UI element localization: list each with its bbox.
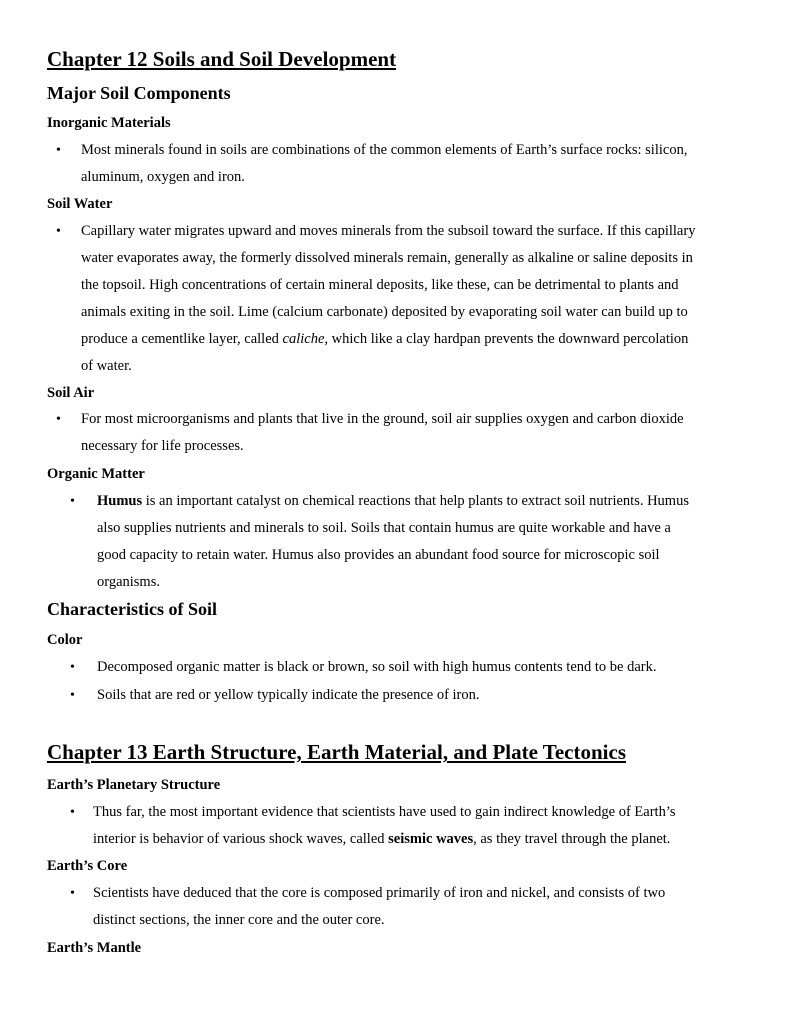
paragraph-line: Humus is an important catalyst on chemical reactions that help plants to extract soil nutrients. Humus <box>97 493 689 509</box>
earth-mantle-heading: Earth’s Mantle <box>47 940 142 956</box>
paragraph-line: also supplies nutrients and minerals to soil. Soils that contain humus are quite workable and have a <box>97 520 671 536</box>
paragraph-line: For most microorganisms and plants that live in the ground, soil air supplies oxygen and carbon dioxide <box>81 411 684 427</box>
paragraph-line: good capacity to retain water. Humus also provides an abundant food source for microscopic soil <box>97 547 660 563</box>
paragraph-line: water evaporates away, the formerly dissolved minerals remain, generally as alkaline or saline deposits in <box>81 250 693 266</box>
chapter-13-title: Chapter 13 Earth Structure, Earth Material, and Plate Tectonics <box>47 740 627 764</box>
bullet-icon: • <box>70 494 75 509</box>
paragraph-line: Capillary water migrates upward and moves minerals from the subsoil toward the surface. If this capillary <box>81 223 696 239</box>
bullet-icon: • <box>70 805 75 820</box>
planetary-structure-heading: Earth’s Planetary Structure <box>47 777 221 793</box>
humus-term: Humus <box>97 493 143 509</box>
soil-air-heading: Soil Air <box>47 385 95 401</box>
color-heading: Color <box>47 632 83 648</box>
major-soil-components-heading: Major Soil Components <box>47 83 231 103</box>
paragraph-line: organisms. <box>97 574 160 590</box>
inorganic-materials-heading: Inorganic Materials <box>47 115 171 131</box>
paragraph-line: Thus far, the most important evidence that scientists have used to gain indirect knowledge of Earth’s <box>93 804 676 820</box>
soil-water-heading: Soil Water <box>47 196 113 212</box>
earth-core-heading: Earth’s Core <box>47 858 128 874</box>
paragraph-line: produce a cementlike layer, called caliche, which like a clay hardpan prevents the downward percolation <box>81 331 689 347</box>
organic-matter-heading: Organic Matter <box>47 466 145 482</box>
paragraph-line: of water. <box>81 358 132 374</box>
bullet-icon: • <box>70 660 75 675</box>
caliche-term: caliche, <box>282 331 329 347</box>
paragraph-line: necessary for life processes. <box>81 438 244 454</box>
bullet-icon: • <box>70 886 75 901</box>
paragraph-line: interior is behavior of various shock waves, called seismic waves, as they travel through the planet. <box>93 831 671 847</box>
paragraph-line: Decomposed organic matter is black or brown, so soil with high humus contents tend to be dark. <box>97 659 657 675</box>
chapter-12-title: Chapter 12 Soils and Soil Development <box>47 47 397 71</box>
bullet-icon: • <box>70 688 75 703</box>
bullet-icon: • <box>56 143 61 158</box>
paragraph-line: aluminum, oxygen and iron. <box>81 169 245 185</box>
paragraph-line: the topsoil. High concentrations of certain mineral deposits, like these, can be detrimental to plants and <box>81 277 679 293</box>
paragraph-line: animals exiting in the soil. Lime (calcium carbonate) deposited by evaporating soil water can build up to <box>81 304 688 320</box>
paragraph-line: distinct sections, the inner core and the outer core. <box>93 912 385 928</box>
paragraph-line: Most minerals found in soils are combinations of the common elements of Earth’s surface rocks: silicon, <box>81 142 688 158</box>
seismic-waves-term: seismic waves <box>388 831 474 847</box>
bullet-icon: • <box>56 224 61 239</box>
paragraph-line: Scientists have deduced that the core is composed primarily of iron and nickel, and consists of two <box>93 885 666 901</box>
characteristics-heading: Characteristics of Soil <box>47 599 217 619</box>
paragraph-line: Soils that are red or yellow typically indicate the presence of iron. <box>97 687 480 703</box>
bullet-icon: • <box>56 412 61 427</box>
